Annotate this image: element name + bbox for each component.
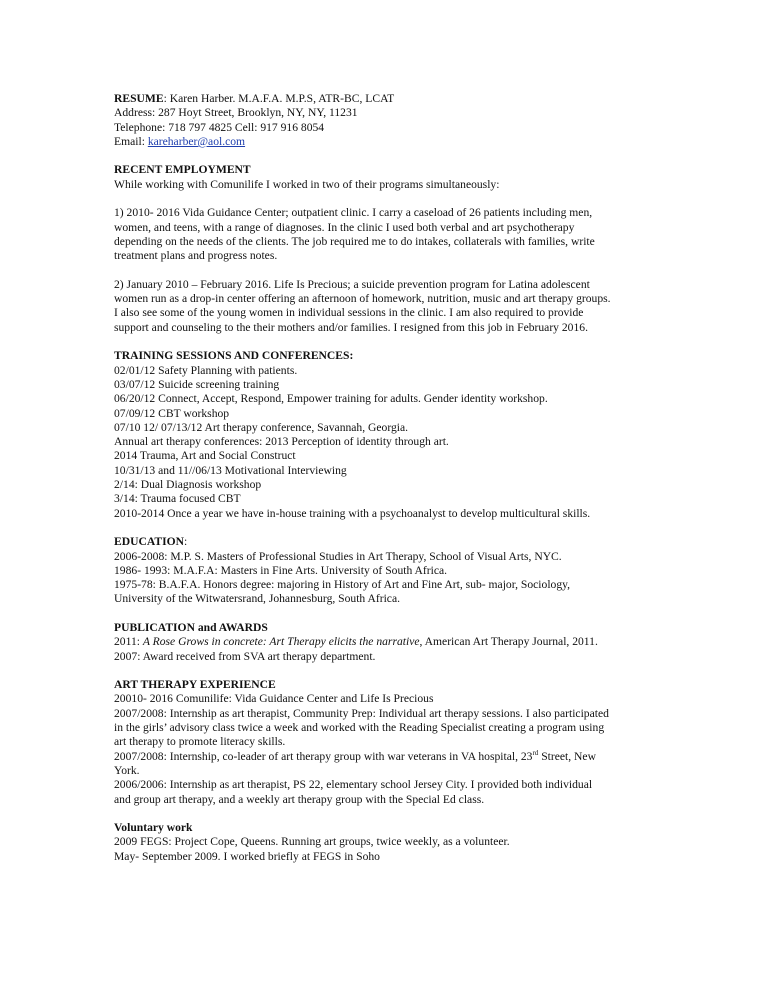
job2-line: women run as a drop-in center offering an afternoon of homework, nutrition, music and art therapy groups. [114, 292, 611, 306]
art-therapy-line: 2006/2006: Internship as art therapist, PS 22, elementary school Jersey City. I provided both individual [114, 778, 593, 792]
publication-heading: PUBLICATION and AWARDS [114, 620, 268, 634]
job1-line: depending on the needs of the clients. The job required me to do intakes, collaterals with families, write [114, 234, 595, 248]
training-item: 2010-2014 Once a year we have in-house training with a psychoanalyst to develop multicultural skills. [114, 506, 591, 520]
art-therapy-line: and group art therapy, and a weekly art therapy group with the Special Ed class. [114, 792, 485, 806]
address-line: Address: 287 Hoyt Street, Brooklyn, NY, NY, 11231 [114, 106, 358, 120]
resume-title [114, 92, 734, 106]
training-item: 2/14: Dual Diagnosis workshop [114, 478, 262, 492]
telephone-line: Telephone: 718 797 4825 Cell: 917 916 8054 [114, 120, 325, 134]
voluntary-item: May- September 2009. I worked briefly at FEGS in Soho [114, 849, 380, 863]
training-item: 07/09/12 CBT workshop [114, 406, 230, 420]
award-item: 2007: Award received from SVA art therapy department. [114, 649, 376, 663]
employment-intro: While working with Comunilife I worked in two of their programs simultaneously: [114, 177, 500, 191]
training-item: 02/01/12 Safety Planning with patients. [114, 363, 298, 377]
education-item: University of the Witwatersrand, Johannesburg, South Africa. [114, 592, 400, 606]
art-therapy-va-line [114, 750, 734, 764]
art-therapy-line: York. [114, 763, 140, 777]
education-item: 1975-78: B.A.F.A. Honors degree: majoring in History of Art and Fine Art, sub- major, Sociology, [114, 578, 571, 592]
job1-line: treatment plans and progress notes. [114, 249, 278, 263]
publication-title: A Rose Grows in concrete: Art Therapy elicits the narrative [142, 635, 420, 649]
publication-year: 2011: [114, 635, 143, 649]
resume-name: : Karen Harber. M.A.F.A. M.P.S, ATR-BC, LCAT [163, 92, 395, 105]
voluntary-item: 2009 FEGS: Project Cope, Queens. Running art groups, twice weekly, as a volunteer. [114, 835, 510, 849]
education-heading-label: EDUCATION [114, 535, 184, 549]
art-therapy-line: art therapy to promote literacy skills. [114, 735, 286, 749]
training-heading: TRAINING SESSIONS AND CONFERENCES: [114, 349, 354, 363]
job2-line: support and counseling to the their mothers and/or families. I resigned from this job in February 2016. [114, 320, 588, 334]
art-therapy-line: 20010- 2016 Comunilife: Vida Guidance Center and Life Is Precious [114, 692, 434, 706]
va-line-superscript: rd [532, 748, 539, 757]
email-link[interactable]: kareharber@aol.com [147, 134, 246, 148]
art-therapy-heading: ART THERAPY EXPERIENCE [114, 678, 276, 692]
education-heading [114, 535, 734, 549]
job1-line: women, and teens, with a range of diagnoses. In the clinic I used both verbal and art psychotherapy [114, 220, 575, 234]
publication-source: , American Art Therapy Journal, 2011. [419, 635, 598, 649]
training-item: 07/10 12/ 07/13/12 Art therapy conference, Savannah, Georgia. [114, 420, 409, 434]
va-line-start: 2007/2008: Internship, co-leader of art therapy group with war veterans in VA hospital, 23 [114, 749, 533, 763]
education-item: 2006-2008: M.P. S. Masters of Professional Studies in Art Therapy, School of Visual Arts, NYC. [114, 549, 562, 563]
email-line [114, 135, 734, 149]
art-therapy-line: 2007/2008: Internship as art therapist, Community Prep: Individual art therapy sessions. I also participated [114, 706, 609, 720]
voluntary-heading: Voluntary work [114, 821, 193, 835]
email-label: Email: [114, 134, 148, 148]
job2-line: 2) January 2010 – February 2016. Life Is Precious; a suicide prevention program for Latina adolescent [114, 277, 590, 291]
resume-document [114, 92, 734, 864]
publication-item [114, 635, 734, 649]
resume-label: RESUME [114, 92, 164, 105]
training-item: 3/14: Trauma focused CBT [114, 492, 241, 506]
job1-line: 1) 2010- 2016 Vida Guidance Center; outpatient clinic. I carry a caseload of 26 patients including men, [114, 206, 593, 220]
employment-heading: RECENT EMPLOYMENT [114, 163, 251, 177]
training-item: 10/31/13 and 11//06/13 Motivational Interviewing [114, 463, 347, 477]
education-item: 1986- 1993: M.A.F.A: Masters in Fine Arts. University of South Africa. [114, 563, 448, 577]
training-item: 2014 Trauma, Art and Social Construct [114, 449, 296, 463]
job2-line: I also see some of the young women in individual sessions in the clinic. I am also required to provide [114, 306, 584, 320]
training-item: Annual art therapy conferences: 2013 Perception of identity through art. [114, 435, 449, 449]
va-line-end: Street, New [538, 749, 596, 763]
education-heading-colon: : [184, 535, 188, 549]
training-item: 03/07/12 Suicide screening training [114, 377, 280, 391]
training-item: 06/20/12 Connect, Accept, Respond, Empower training for adults. Gender identity workshop. [114, 392, 548, 406]
art-therapy-line: in the girls’ advisory class twice a week and worked with the Reading Specialist creating a program using [114, 721, 605, 735]
